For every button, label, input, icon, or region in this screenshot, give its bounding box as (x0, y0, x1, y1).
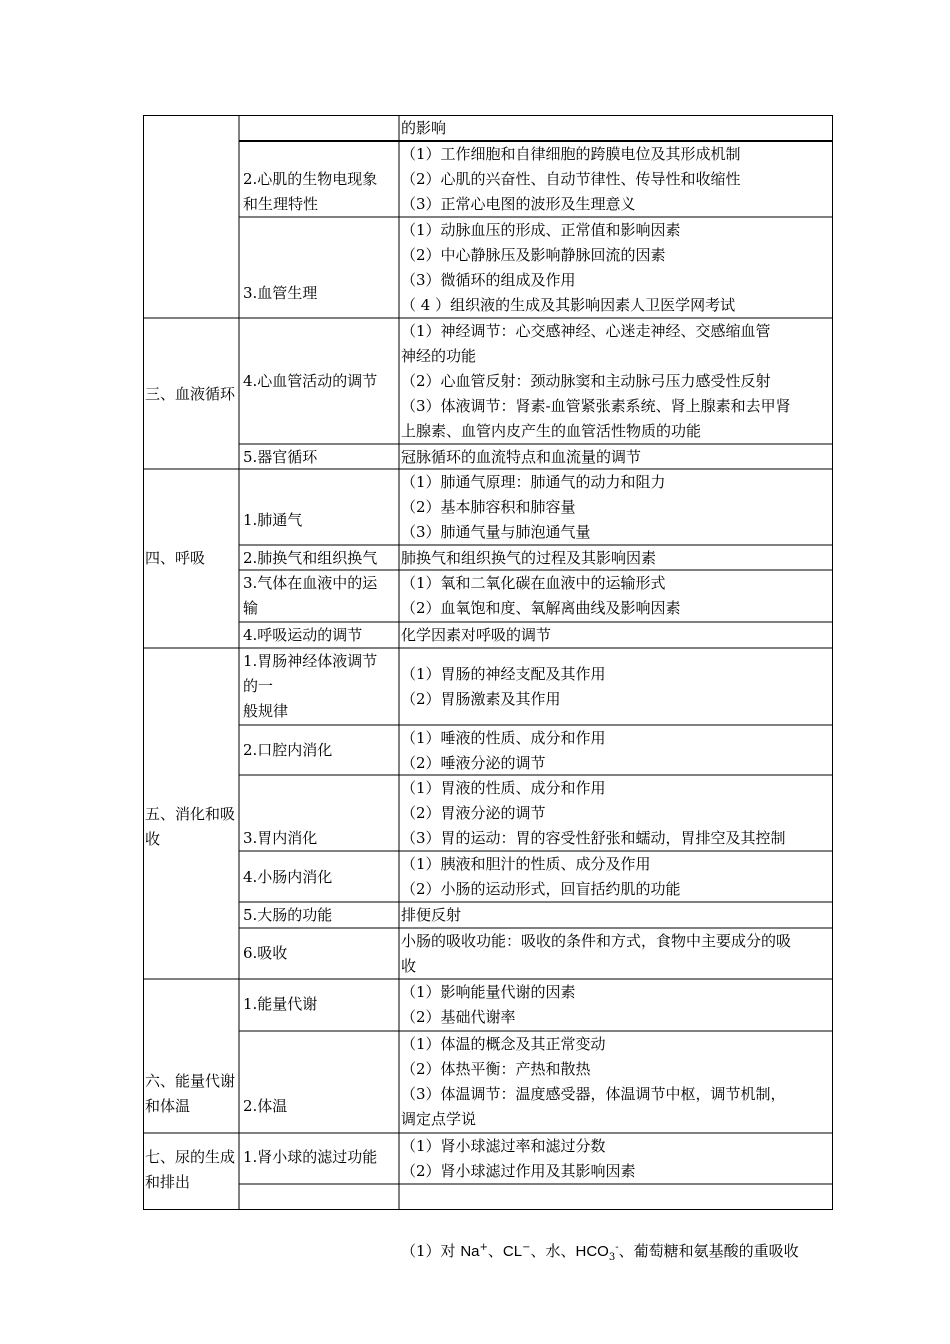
content-row-9: （1）胃肠的神经支配及其作用 （2）胃肠激素及其作用 (401, 665, 606, 708)
category-circulation: 三、血液循环 (145, 385, 236, 403)
category-digestion: 五、消化和吸 收 (145, 805, 236, 848)
content-row-16: （1）体温的概念及其正常变动 （2）体热平衡：产热和散热 （3）体温调节：温度感受器，体温调节中枢，调节机制， 调定点学说 (401, 1035, 786, 1128)
content-row-12: （1）胰液和胆汁的性质、成分及作用 （2）小肠的运动形式，回盲括约肌的功能 (401, 855, 681, 898)
content-row-3: （1）神经调节：心交感神经、心迷走神经、交感缩血管 神经的功能 （2）心血管反射：颈动脉窦和主动脉弓压力感受性反射 （3）体液调节：肾素-血管紧张素系统、肾上腺素和去甲肾 上腺素、血管内皮产生的血管活性物质的功能 (401, 322, 791, 440)
topic-organ-circulation: 5.器官循环 (243, 448, 318, 466)
topic-gi-regulation: 1.胃肠神经体液调节 的一 般规律 (243, 652, 378, 720)
topic-gas-exchange: 2.肺换气和组织换气 (243, 549, 378, 567)
content-row-5: （1）肺通气原理：肺通气的动力和阻力 （2）基本肺容积和肺容量 （3）肺通气量与肺泡通气量 (401, 473, 666, 541)
content-row-14: 小肠的吸收功能：吸收的条件和方式，食物中主要成分的吸 收 (401, 932, 792, 975)
category-energy: 六、能量代谢 和体温 (145, 1072, 236, 1115)
content-row-13: 排便反射 (401, 906, 462, 924)
content-row-17: （1）肾小球滤过率和滤过分数 （2）肾小球滤过作用及其影响因素 (401, 1137, 636, 1180)
topic-ventilation: 1.肺通气 (243, 511, 303, 529)
content-row-4: 冠脉循环的血流特点和血流量的调节 (401, 448, 642, 466)
topic-cardiac-electro: 2.心肌的生物电现象 和生理特性 (243, 170, 378, 213)
content-row-6: 肺换气和组织换气的过程及其影响因素 (401, 549, 657, 567)
topic-breathing-regulation: 4.呼吸运动的调节 (243, 626, 363, 644)
category-respiration: 四、呼吸 (145, 549, 206, 567)
topic-body-temperature: 2.体温 (243, 1097, 288, 1115)
content-row-10: （1）唾液的性质、成分和作用 （2）唾液分泌的调节 (401, 729, 606, 772)
content-row-18: （1）对 Na+、CL−、水、$HCO_3^-$、葡萄糖和氨基酸的重吸收 (401, 1242, 799, 1263)
content-row-8: 化学因素对呼吸的调节 (401, 626, 552, 644)
category-urine: 七、尿的生成 和排出 (145, 1148, 236, 1191)
topic-gastric-digestion: 3.胃内消化 (243, 829, 318, 847)
content-row-2: （1）动脉血压的形成、正常值和影响因素 （2）中心静脉压及影响静脉回流的因素 （3）微循环的组成及作用 （ 4 ）组织液的生成及其影响因素人卫医学网考试 (401, 221, 736, 314)
topic-energy-metabolism: 1.能量代谢 (243, 995, 318, 1013)
content-row-1: （1）工作细胞和自律细胞的跨膜电位及其形成机制 （2）心肌的兴奋性、自动节律性、传导性和收缩性 （3）正常心电图的波形及生理意义 (401, 145, 741, 213)
content-row-15: （1）影响能量代谢的因素 （2）基础代谢率 (401, 983, 576, 1026)
topic-absorption: 6.吸收 (243, 944, 288, 962)
topic-vascular: 3.血管生理 (243, 284, 318, 302)
content-row-11: （1）胃液的性质、成分和作用 （2）胃液分泌的调节 （3）胃的运动：胃的容受性舒张和蠕动，胃排空及其控制 (401, 779, 786, 847)
topic-large-intestine: 5.大肠的功能 (243, 906, 333, 924)
topic-small-intestine: 4.小肠内消化 (243, 868, 333, 886)
syllabus-table (143, 115, 833, 1263)
content-row-7: （1）氧和二氧化碳在血液中的运输形式 （2）血氧饱和度、氧解离曲线及影响因素 (401, 574, 681, 617)
topic-gas-transport: 3.气体在血液中的运 输 (243, 574, 378, 617)
content-row-0: 的影响 (401, 119, 447, 137)
topic-glomerular-filtration: 1.肾小球的滤过功能 (243, 1148, 378, 1166)
topic-oral-digestion: 2.口腔内消化 (243, 741, 333, 759)
topic-cardiovascular-regulation: 4.心血管活动的调节 (243, 372, 378, 390)
